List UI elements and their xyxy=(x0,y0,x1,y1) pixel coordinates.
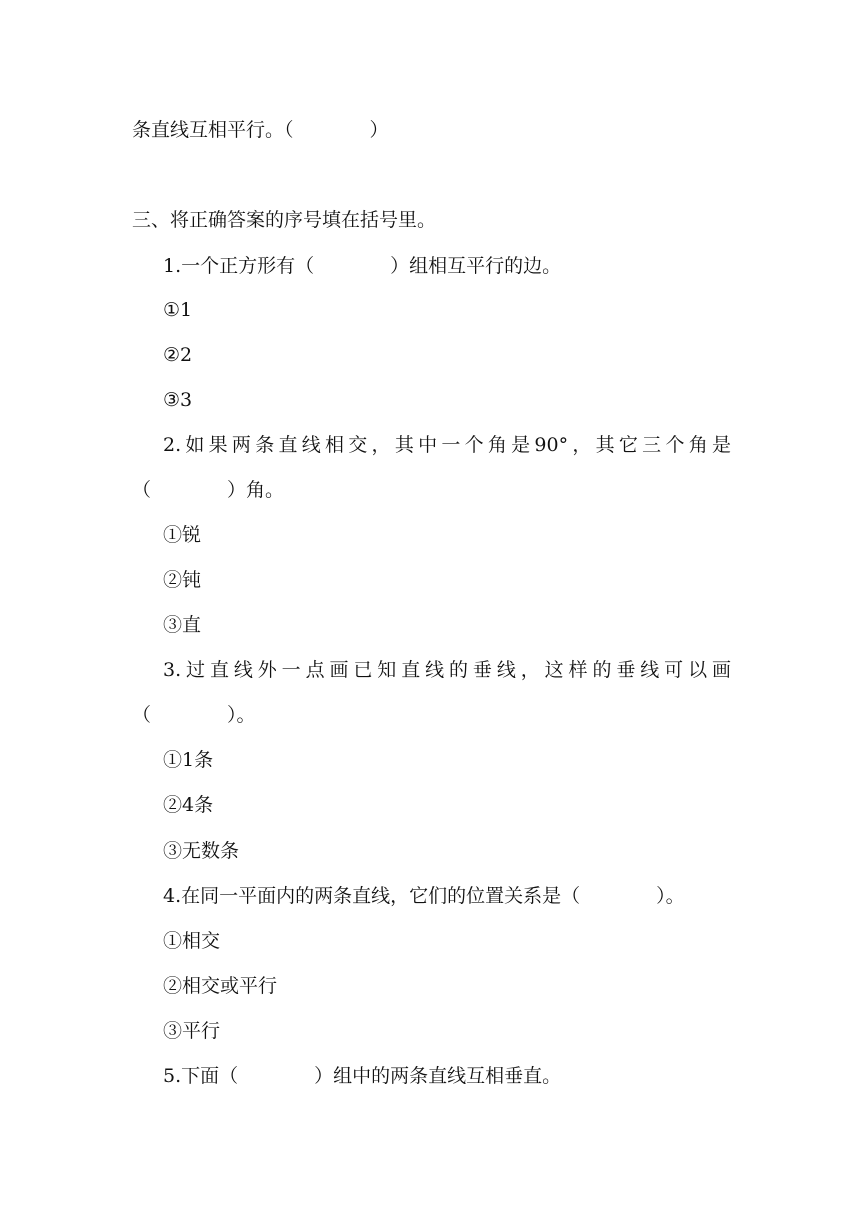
question-1-option-3: ③3 xyxy=(163,389,193,411)
question-3-stem-line-1: 3.过直线外一点画已知直线的垂线，这样的垂线可以画 xyxy=(163,659,731,681)
question-2-stem-line-2: （ ）角。 xyxy=(132,479,285,501)
question-4-option-3: ③平行 xyxy=(163,1020,221,1042)
question-3-option-3: ③无数条 xyxy=(163,840,240,862)
question-3-option-1: ①1条 xyxy=(163,749,214,771)
continuation-text: 条直线互相平行。（ ） xyxy=(132,119,389,141)
question-2-option-1: ①锐 xyxy=(163,524,202,546)
question-1-stem: 1.一个正方形有（ ）组相互平行的边。 xyxy=(163,255,562,277)
question-2-stem-line-1: 2.如果两条直线相交，其中一个角是90°，其它三个角是 xyxy=(163,434,731,456)
question-1-option-2: ②2 xyxy=(163,344,193,366)
question-2-option-3: ③直 xyxy=(163,614,202,636)
question-2-option-2: ②钝 xyxy=(163,569,202,591)
section-heading: 三、将正确答案的序号填在括号里。 xyxy=(132,209,437,231)
question-1-option-1: ①1 xyxy=(163,299,193,321)
question-3-stem-line-2: （ ）。 xyxy=(132,704,256,726)
question-4-stem: 4.在同一平面内的两条直线，它们的位置关系是（ ）。 xyxy=(163,885,685,907)
question-4-option-2: ②相交或平行 xyxy=(163,975,278,997)
question-4-option-1: ①相交 xyxy=(163,930,221,952)
question-3-option-2: ②4条 xyxy=(163,794,214,816)
question-5-stem: 5.下面（ ）组中的两条直线互相垂直。 xyxy=(163,1065,562,1087)
